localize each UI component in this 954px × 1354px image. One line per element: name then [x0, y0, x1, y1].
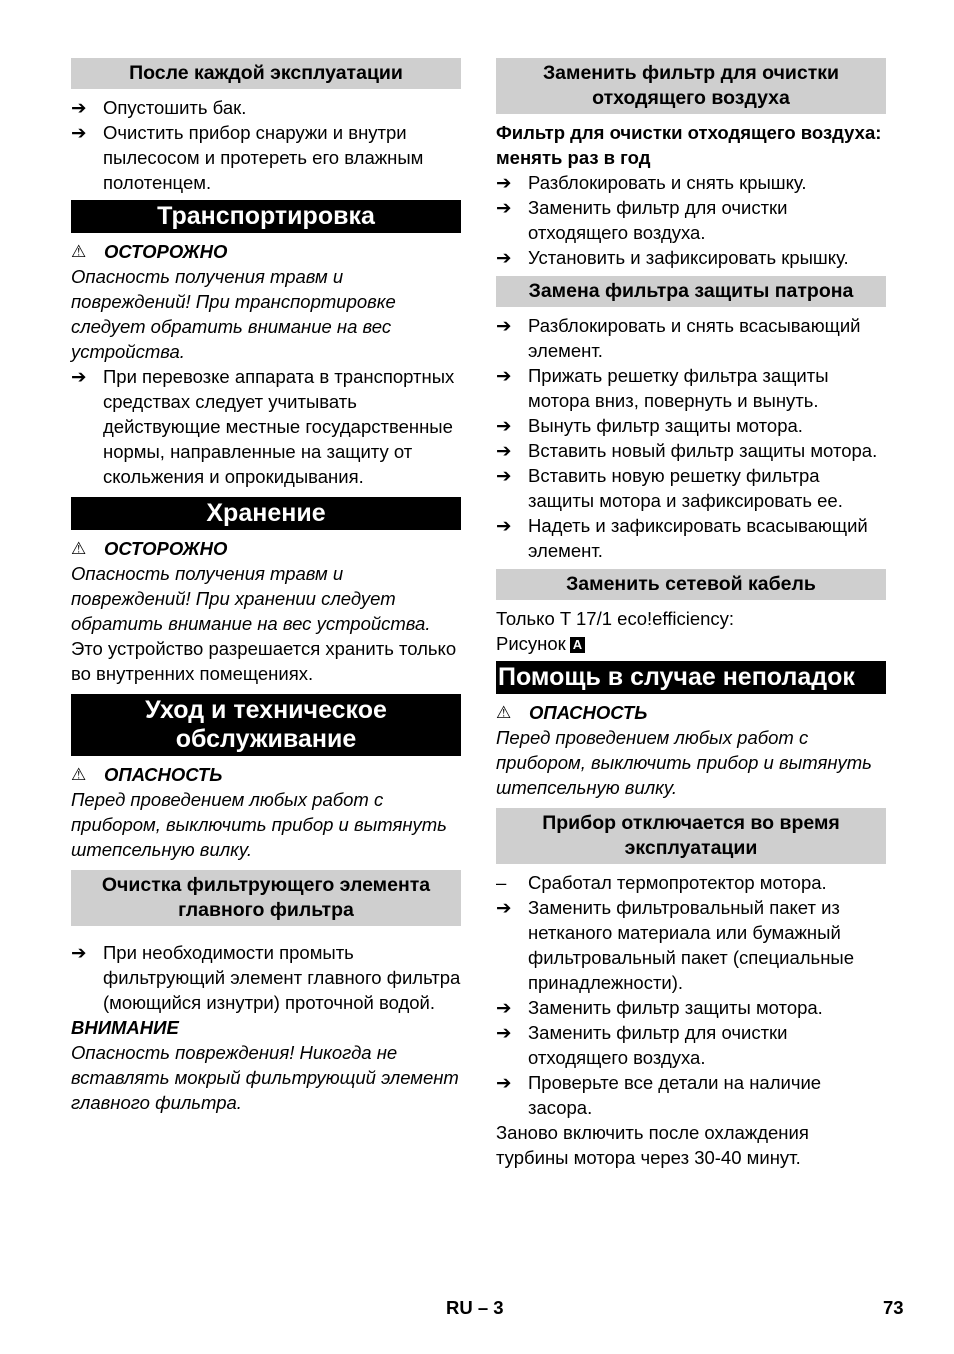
cable-figure-ref: Рисунок A [496, 631, 886, 656]
caution-label: ⚠ ОСТОРОЖНО [71, 538, 228, 559]
warning-triangle-icon: ⚠ [496, 703, 512, 722]
list-item: ➔ Разблокировать и снять всасывающий элемент. [496, 315, 861, 361]
arrow-icon: ➔ [496, 515, 512, 536]
arrow-icon: ➔ [496, 1072, 512, 1093]
arrow-icon: ➔ [496, 365, 512, 386]
warning-triangle-icon: ⚠ [71, 242, 87, 261]
list-item: ➔ Заменить фильтр для очистки отходящего воздуха. [496, 1022, 788, 1068]
chapter-heading-troubleshooting: Помощь в случае неполадок [496, 661, 886, 694]
footer-section-label: RU – 3 [446, 1297, 504, 1318]
attention-label: ВНИМАНИЕ [71, 1017, 179, 1038]
section-heading-exhaust-filter: Заменить фильтр для очистки отходящего воздуха [496, 58, 886, 114]
list-item: ➔ Вставить новый фильтр защиты мотора. [496, 440, 878, 461]
list-item-cause: – Сработал термопротектор мотора. [496, 872, 827, 893]
chapter-heading-storage: Хранение [71, 497, 461, 530]
chapter-heading-care: Уход и техническое обслуживание [71, 694, 461, 756]
list-item: ➔ Прижать решетку фильтра защиты мотора вниз, повернуть и вынуть. [496, 365, 829, 411]
arrow-icon: ➔ [496, 315, 512, 336]
list-item: ➔ Заменить фильтр для очистки отходящего воздуха. [496, 197, 788, 243]
arrow-icon: ➔ [71, 97, 87, 118]
danger-text: Перед проведением любых работ с прибором, выключить прибор и вытянуть штепсельную вилку. [496, 727, 872, 798]
list-item: ➔ Вставить новую решетку фильтра защиты мотора и зафиксировать ее. [496, 465, 843, 511]
caution-text: Опасность получения травм и повреждений! При хранении следует обратить внимание на вес устройства. [71, 563, 431, 634]
list-item: ➔ Проверьте все детали на наличие засора. [496, 1072, 822, 1118]
caution-label: ⚠ ОСТОРОЖНО [71, 241, 228, 262]
page-number: 73 [883, 1297, 904, 1318]
right-column [496, 58, 886, 1170]
storage-text: Это устройство разрешается хранить только во внутренних помещениях. [71, 638, 457, 684]
arrow-icon: ➔ [71, 366, 87, 387]
section-heading-after-use: После каждой эксплуатации [71, 58, 461, 89]
arrow-icon: ➔ [496, 247, 512, 268]
danger-text: Перед проведением любых работ с прибором, выключить прибор и вытянуть штепсельную вилку. [71, 789, 447, 860]
list-item: ➔ Опустошить бак. [71, 97, 247, 118]
list-item: ➔ Заменить фильтр защиты мотора. [496, 997, 823, 1018]
chapter-heading-transport: Транспортировка [71, 200, 461, 233]
arrow-icon: ➔ [496, 172, 512, 193]
figure-label-box: A [570, 637, 585, 653]
arrow-icon: ➔ [71, 122, 87, 143]
danger-label: ⚠ ОПАСНОСТЬ [496, 702, 648, 723]
dash-marker: – [496, 872, 507, 893]
arrow-icon: ➔ [496, 997, 512, 1018]
arrow-icon: ➔ [496, 415, 512, 436]
caution-text: Опасность получения травм и повреждений! При транспортировке следует обратить внимание на вес устройства. [71, 266, 396, 362]
section-heading-main-filter: Очистка фильтрующего элемента главного фильтра [71, 870, 461, 926]
arrow-icon: ➔ [496, 440, 512, 461]
restart-text: Заново включить после охлаждения турбины мотора через 30-40 минут. [496, 1122, 809, 1168]
list-item: ➔ Заменить фильтровальный пакет из нетканого материала или бумажный фильтровальный пакет (специальные принадлежности). [496, 897, 854, 993]
attention-text: Опасность повреждения! Никогда не вставлять мокрый фильтрующий элемент главного фильтра. [71, 1042, 459, 1113]
section-heading-device-shuts-off: Прибор отключается во время эксплуатации [496, 808, 886, 864]
list-item: ➔ Очистить прибор снаружи и внутри пылесосом и протереть его влажным полотенцем. [71, 122, 424, 193]
list-item: ➔ Надеть и зафиксировать всасывающий элемент. [496, 515, 868, 561]
cable-model-note: Только T 17/1 eco!efficiency: [496, 608, 735, 629]
arrow-icon: ➔ [71, 942, 87, 963]
arrow-icon: ➔ [496, 465, 512, 486]
exhaust-interval: Фильтр для очистки отходящего воздуха: менять раз в год [496, 122, 882, 168]
list-item: ➔ Установить и зафиксировать крышку. [496, 247, 849, 268]
list-item: ➔ Разблокировать и снять крышку. [496, 172, 807, 193]
warning-triangle-icon: ⚠ [71, 765, 87, 784]
list-item: ➔ Вынуть фильтр защиты мотора. [496, 415, 803, 436]
list-item: ➔ При перевозке аппарата в транспортных средствах следует учитывать действующие местные государственные нормы, направленные на защиту от скольжения и опрокидывания. [71, 366, 455, 487]
arrow-icon: ➔ [496, 1022, 512, 1043]
danger-label: ⚠ ОПАСНОСТЬ [71, 764, 223, 785]
list-item: ➔ При необходимости промыть фильтрующий элемент главного фильтра (моющийся изнутри) проточной водой. [71, 942, 461, 1013]
section-heading-power-cable: Заменить сетевой кабель [496, 569, 886, 600]
warning-triangle-icon: ⚠ [71, 539, 87, 558]
left-column [71, 58, 461, 1115]
arrow-icon: ➔ [496, 197, 512, 218]
section-heading-cartridge-filter: Замена фильтра защиты патрона [496, 276, 886, 307]
arrow-icon: ➔ [496, 897, 512, 918]
